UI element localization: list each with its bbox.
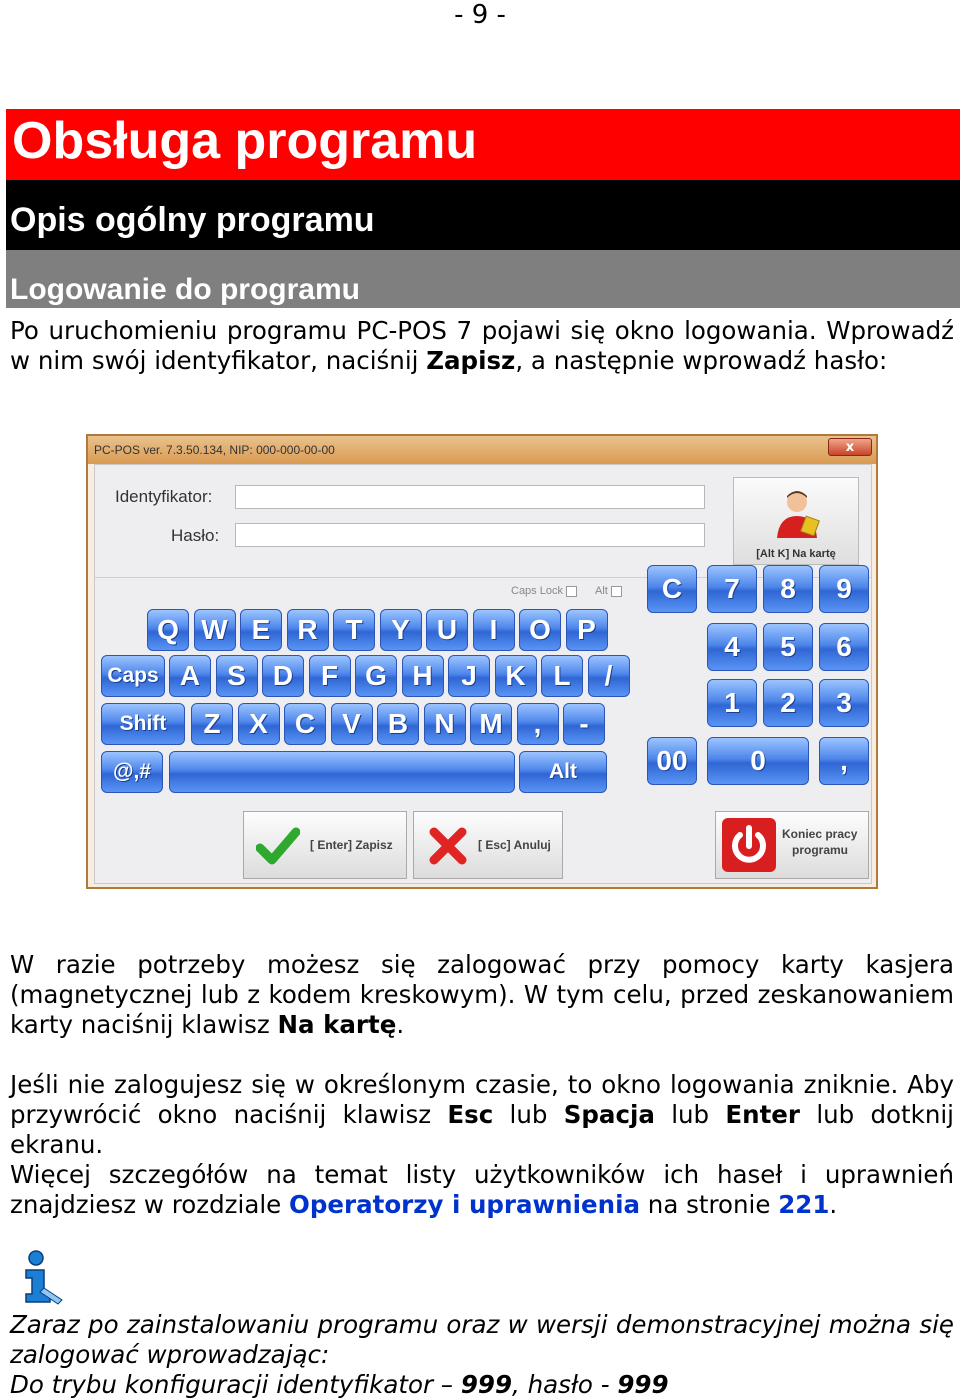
key-3-row3[interactable]: V — [331, 703, 373, 745]
password-label: Hasło: — [171, 526, 220, 545]
card-na-karte: Na kartę — [277, 1010, 397, 1039]
identifier-input[interactable] — [235, 485, 705, 509]
page-number: - 9 - — [454, 0, 506, 30]
key-5-row2[interactable]: H — [402, 655, 444, 697]
exit-program-button[interactable] — [715, 811, 869, 879]
key-4-row2[interactable]: G — [355, 655, 397, 697]
exit-label-line1: Koniec pracy — [782, 827, 858, 841]
key-4-row3[interactable]: B — [377, 703, 419, 745]
key-5-row1[interactable]: Y — [380, 609, 422, 651]
key-6-row2[interactable]: J — [448, 655, 490, 697]
intro-paragraph — [10, 316, 954, 376]
key-7-row3[interactable]: , — [517, 703, 559, 745]
exit-label-line2: programu — [792, 843, 849, 857]
key-6-row3[interactable]: M — [470, 703, 512, 745]
window-body — [94, 464, 872, 884]
card-text-2: . — [396, 1010, 405, 1039]
numpad-key-7[interactable]: 1 — [707, 679, 757, 727]
heading-h3: Logowanie do programu — [6, 250, 960, 308]
card-text-1: W razie potrzeby możesz się zalogować przy pomocy karty kasjera (magnetycznej lub z kodem kreskowym). W tym celu, przed zeskanowaniem karty naciśnij klawisz — [10, 950, 954, 1039]
key-0-row1[interactable]: Q — [147, 609, 189, 651]
cross-icon — [428, 826, 468, 866]
numpad-key-3[interactable]: 9 — [819, 565, 869, 613]
key-2-row2[interactable]: D — [262, 655, 304, 697]
cancel-button-label: [ Esc] Anuluj — [478, 838, 551, 852]
details-text-1: Więcej szczegółów na temat listy użytkowników ich haseł i uprawnień znajdziesz w rozdziale — [10, 1160, 954, 1219]
login-window-screenshot — [86, 434, 878, 889]
intro-text-2: , a następnie wprowadź hasło: — [515, 346, 888, 375]
alt-checkbox[interactable] — [611, 586, 622, 597]
details-paragraph — [10, 1160, 954, 1220]
timeout-text-2: lub dotknij ekranu. — [10, 1100, 954, 1159]
close-button[interactable]: x — [828, 438, 872, 456]
user-card-icon — [769, 486, 825, 542]
timeout-enter: Enter — [725, 1100, 801, 1129]
numpad-key-12[interactable]: , — [819, 737, 869, 785]
key-3-row2[interactable]: F — [309, 655, 351, 697]
timeout-esc: Esc — [447, 1100, 494, 1129]
card-paragraph — [10, 950, 954, 1040]
timeout-lub-2: lub — [654, 1100, 726, 1129]
info-icon — [14, 1248, 68, 1308]
password-input[interactable] — [235, 523, 705, 547]
note-text-a: Do trybu konfiguracji identyfikator – — [10, 1370, 461, 1399]
key-shift[interactable]: Shift — [101, 703, 185, 745]
key-8-row1[interactable]: O — [519, 609, 561, 651]
details-text-3: . — [829, 1190, 838, 1219]
key-1-row2[interactable]: S — [216, 655, 258, 697]
power-icon — [722, 818, 776, 872]
caps-lock-label: Caps Lock — [511, 585, 563, 597]
intro-zapisz: Zapisz — [426, 346, 516, 375]
key-space[interactable] — [169, 751, 515, 793]
key-6-row1[interactable]: U — [426, 609, 468, 651]
key-1-row3[interactable]: X — [238, 703, 280, 745]
save-button-label: [ Enter] Zapisz — [310, 838, 393, 852]
numpad-key-1[interactable]: 7 — [707, 565, 757, 613]
key-8-row3[interactable]: - — [563, 703, 605, 745]
note-password: 999 — [617, 1370, 669, 1399]
exit-button-label — [782, 826, 857, 858]
key-alt[interactable]: Alt — [519, 751, 607, 793]
key-1-row1[interactable]: W — [194, 609, 236, 651]
caps-lock-checkbox[interactable] — [566, 586, 577, 597]
timeout-lub-1: lub — [493, 1100, 564, 1129]
key-7-row2[interactable]: K — [495, 655, 537, 697]
note-text-b: , hasło - — [512, 1370, 618, 1399]
note-paragraph — [10, 1310, 954, 1400]
heading-h1: Obsługa programu — [6, 109, 960, 180]
identifier-label: Identyfikator: — [115, 487, 213, 506]
numpad-key-6[interactable]: 6 — [819, 623, 869, 671]
numpad-key-5[interactable]: 5 — [763, 623, 813, 671]
operators-link[interactable]: Operatorzy i uprawnienia — [289, 1190, 640, 1219]
key-0-row3[interactable]: Z — [191, 703, 233, 745]
key-9-row2[interactable]: / — [588, 655, 630, 697]
intro-text-1: Po uruchomieniu programu PC-POS 7 pojawi się okno logowania. Wprowadź w nim swój identyfikator, naciśnij — [10, 316, 954, 375]
note-id: 999 — [460, 1370, 513, 1399]
key-5-row3[interactable]: N — [424, 703, 466, 745]
numpad-key-11[interactable]: 0 — [707, 737, 809, 785]
timeout-spacja: Spacja — [563, 1100, 655, 1129]
timeout-paragraph — [10, 1070, 954, 1160]
key-0-row2[interactable]: A — [169, 655, 211, 697]
key-2-row1[interactable]: E — [240, 609, 282, 651]
numpad-key-0[interactable]: C — [647, 565, 697, 613]
key-3-row1[interactable]: R — [287, 609, 329, 651]
numpad-key-10[interactable]: 00 — [647, 737, 697, 785]
page-link[interactable]: 221 — [778, 1190, 830, 1219]
card-button-label: [Alt K] Na kartę — [756, 548, 836, 560]
cancel-button[interactable] — [413, 811, 563, 879]
numpad-key-8[interactable]: 2 — [763, 679, 813, 727]
numpad-key-4[interactable]: 4 — [707, 623, 757, 671]
window-title: PC-POS ver. 7.3.50.134, NIP: 000-000-00-00 — [88, 436, 876, 464]
key-7-row1[interactable]: I — [473, 609, 515, 651]
details-text-2: na stronie — [640, 1190, 779, 1219]
note-line-1: Zaraz po zainstalowaniu programu oraz w wersji demonstracyjnej można się zalogować wprowadzając: — [10, 1310, 954, 1369]
key-caps[interactable]: Caps — [101, 655, 165, 697]
note-line-2 — [10, 1370, 954, 1400]
heading-h2: Opis ogólny programu — [6, 180, 960, 250]
checkmark-icon — [256, 826, 300, 866]
save-button[interactable] — [243, 811, 407, 879]
timeout-text-1: Jeśli nie zalogujesz się w określonym czasie, to okno logowania zniknie. Aby przywrócić okno naciśnij klawisz — [10, 1070, 954, 1129]
caps-lock-indicator — [511, 585, 577, 597]
key-2-row3[interactable]: C — [284, 703, 326, 745]
card-login-button[interactable] — [733, 477, 859, 565]
numpad-key-2[interactable]: 8 — [763, 565, 813, 613]
key-4-row1[interactable]: T — [333, 609, 375, 651]
alt-label: Alt — [595, 585, 608, 597]
key-special[interactable]: @,# — [101, 751, 163, 793]
key-8-row2[interactable]: L — [541, 655, 583, 697]
key-9-row1[interactable]: P — [566, 609, 608, 651]
alt-indicator — [595, 585, 622, 597]
numpad-key-9[interactable]: 3 — [819, 679, 869, 727]
